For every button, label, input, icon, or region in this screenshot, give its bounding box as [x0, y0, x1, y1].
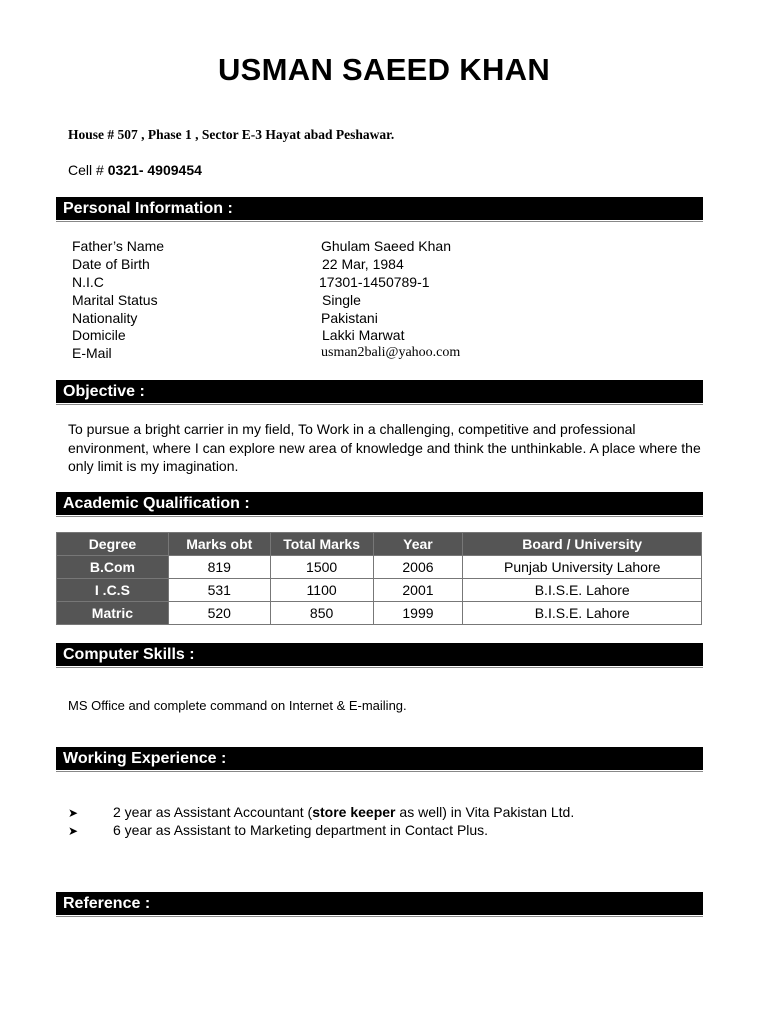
pi-value-dob: 22 Mar, 1984	[322, 256, 404, 272]
pi-value-domicile: Lakki Marwat	[322, 327, 405, 343]
cell-degree: Matric	[57, 602, 169, 625]
pi-label-domicile: Domicile	[72, 327, 126, 343]
exp-item1-bold: store keeper	[312, 804, 396, 820]
pi-label-dob: Date of Birth	[72, 256, 150, 272]
cell-year: 1999	[373, 602, 463, 625]
experience-heading: Working Experience :	[56, 747, 703, 770]
table-row	[57, 579, 702, 602]
cell-line	[68, 162, 202, 178]
cell-year: 2006	[373, 556, 463, 579]
pi-value-email[interactable]: usman2bali@yahoo.com	[321, 345, 461, 360]
reference-heading: Reference :	[56, 892, 703, 915]
cell-marks-obt: 819	[168, 556, 270, 579]
table-row	[57, 556, 702, 579]
table-row	[57, 602, 702, 625]
personal-info-heading: Personal Information :	[56, 197, 703, 220]
cell-total-marks: 1500	[270, 556, 373, 579]
arrow-bullet-icon: ➤	[68, 824, 79, 838]
cell-board: B.I.S.E. Lahore	[463, 602, 702, 625]
list-item	[68, 822, 488, 838]
arrow-bullet-icon: ➤	[68, 806, 79, 820]
cell-degree: B.Com	[57, 556, 169, 579]
resume-name: USMAN SAEED KHAN	[217, 52, 551, 87]
exp-item1-pre: 2 year as Assistant Accountant (	[113, 804, 313, 820]
pi-value-father: Ghulam Saeed Khan	[321, 238, 451, 254]
col-header-total-marks: Total Marks	[270, 533, 373, 556]
academic-table	[56, 532, 702, 625]
exp-item1-post: as well) in Vita Pakistan Ltd.	[395, 804, 575, 820]
pi-value-marital: Single	[322, 292, 361, 308]
cell-total-marks: 850	[270, 602, 373, 625]
pi-label-nic: N.I.C	[72, 274, 104, 290]
pi-label-nationality: Nationality	[72, 310, 138, 326]
cell-number: 0321- 4909454	[107, 162, 202, 178]
table-header-row	[57, 533, 702, 556]
cell-board: Punjab University Lahore	[463, 556, 702, 579]
cell-total-marks: 1100	[270, 579, 373, 602]
exp-item2: 6 year as Assistant to Marketing department in Contact Plus.	[113, 822, 489, 838]
academic-heading: Academic Qualification :	[56, 492, 703, 515]
pi-label-marital: Marital Status	[72, 292, 158, 308]
cell-label: Cell #	[68, 162, 104, 178]
cell-board: B.I.S.E. Lahore	[463, 579, 702, 602]
computer-skills-heading: Computer Skills :	[56, 643, 703, 666]
address: House # 507 , Phase 1 , Sector E-3 Hayat abad Peshawar.	[68, 127, 395, 142]
col-header-board: Board / University	[463, 533, 702, 556]
pi-label-father: Father’s Name	[72, 238, 165, 254]
col-header-degree: Degree	[57, 533, 169, 556]
skills-text: MS Office and complete command on Internet & E-mailing.	[68, 698, 407, 713]
objective-heading: Objective :	[56, 380, 703, 403]
col-header-year: Year	[373, 533, 463, 556]
pi-label-email: E-Mail	[72, 345, 112, 361]
objective-text: To pursue a bright carrier in my field, To Work in a challenging, competitive and professional environment, where I can explore new area of knowledge and think the unthinkable. A place where the only limit is my imagination.	[68, 421, 701, 474]
cell-marks-obt: 531	[168, 579, 270, 602]
pi-value-nationality: Pakistani	[321, 310, 378, 326]
list-item	[68, 804, 574, 820]
col-header-marks-obt: Marks obt	[168, 533, 270, 556]
cell-marks-obt: 520	[168, 602, 270, 625]
cell-degree: I .C.S	[57, 579, 169, 602]
cell-year: 2001	[373, 579, 463, 602]
pi-value-nic: 17301-1450789-1	[319, 274, 430, 290]
